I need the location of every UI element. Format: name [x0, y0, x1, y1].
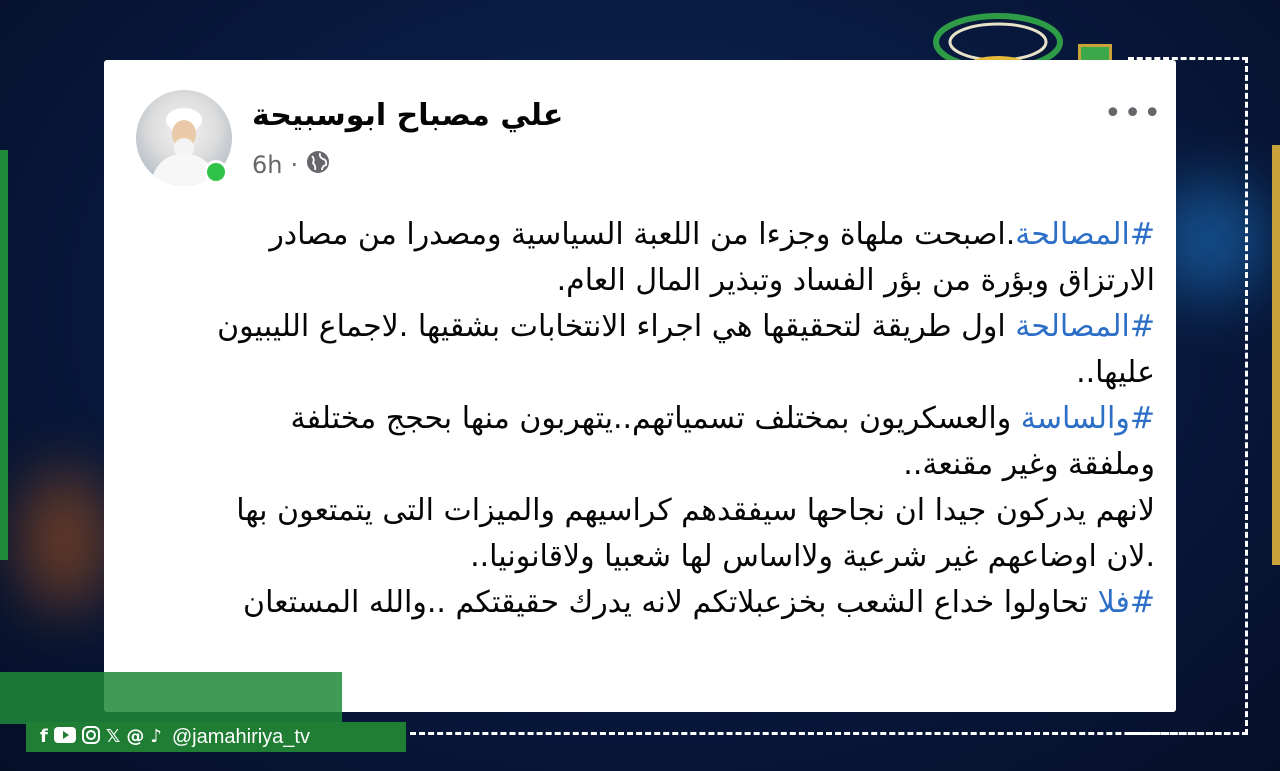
- social-bar: [26, 722, 406, 752]
- paragraph-text: والعسكريون بمختلف تسمياتهم..يتهربون منها بحجج مختلفة وملفقة وغير مقنعة..: [290, 401, 1155, 482]
- facebook-icon[interactable]: f: [40, 726, 48, 747]
- paragraph-text: لانهم يدركون جيدا ان نجاحها سيفقدهم كراسيهم والميزات التى يتمتعون بها .لان اوضاعهم غير شرعية ولااساس لها شعبيا ولاقانونيا..: [236, 493, 1155, 574]
- decorative-bar: [1272, 145, 1280, 565]
- threads-icon[interactable]: @: [126, 726, 145, 747]
- meta-separator: ·: [290, 151, 299, 179]
- instagram-icon[interactable]: [82, 726, 100, 748]
- post-paragraph: [200, 212, 1155, 304]
- tiktok-icon[interactable]: ♪: [150, 726, 162, 747]
- post-meta: [252, 150, 330, 180]
- author-name[interactable]: علي مصباح ابوسبيحة: [252, 98, 564, 133]
- social-handle[interactable]: @jamahiriya_tv: [171, 725, 310, 748]
- post-paragraph: [200, 488, 1155, 580]
- paragraph-text: اول طريقة لتحقيقها هي اجراء الانتخابات بشقيها .لاجماع الليبيون عليها..: [217, 309, 1155, 390]
- decorative-bar: [0, 150, 8, 560]
- hashtag-link[interactable]: #فلا: [1097, 585, 1155, 620]
- x-icon[interactable]: 𝕏: [105, 726, 121, 747]
- paragraph-text: تحاولوا خداع الشعب بخزعبلاتكم لانه يدرك حقيقتكم ..والله المستعان: [243, 585, 1098, 620]
- youtube-icon[interactable]: [54, 727, 76, 747]
- post-text: [200, 212, 1155, 626]
- dashed-frame: [410, 732, 1248, 735]
- post-time[interactable]: 6h: [252, 151, 283, 179]
- hashtag-link[interactable]: #والساسة: [1020, 401, 1155, 436]
- post-paragraph: [200, 304, 1155, 396]
- post-paragraph: [200, 396, 1155, 488]
- hashtag-link[interactable]: #المصالحة: [1015, 217, 1155, 252]
- more-options-button[interactable]: •••: [1104, 96, 1164, 131]
- post-paragraph: [200, 580, 1155, 626]
- footer-strip: [0, 672, 342, 724]
- online-status-dot: [204, 160, 228, 184]
- hashtag-link[interactable]: #المصالحة: [1015, 309, 1155, 344]
- background-glow: [20, 470, 110, 610]
- globe-icon[interactable]: [306, 150, 330, 180]
- paragraph-text: .اصبحت ملهاة وجزءا من اللعبة السياسية ومصدرا من مصادر الارتزاق وبؤرة من بؤر الفساد وتبذير المال العام.: [269, 217, 1155, 298]
